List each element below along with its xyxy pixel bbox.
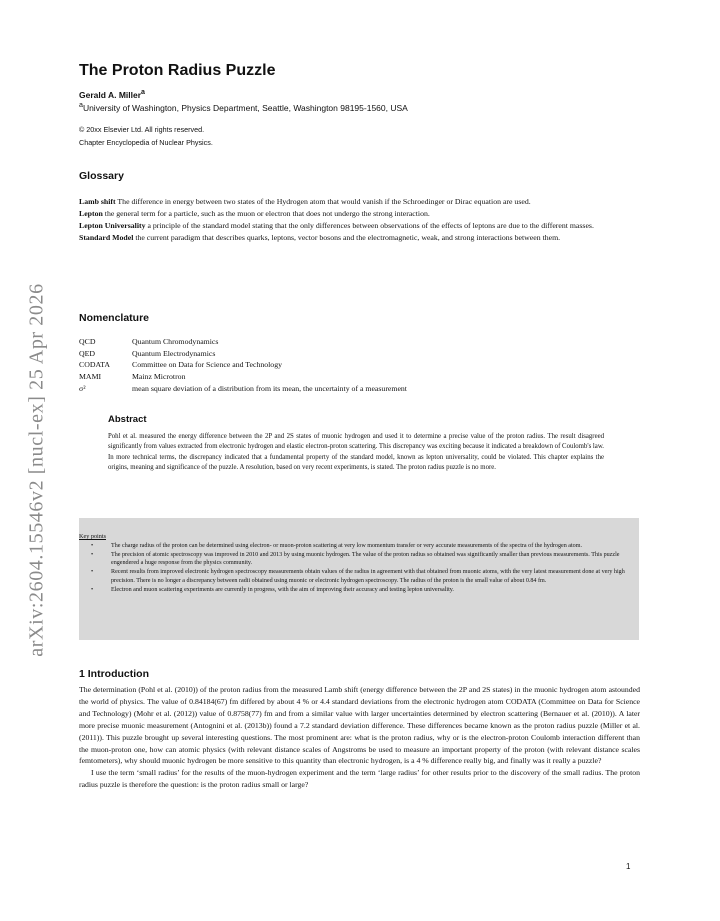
introduction-paragraph: The determination (Pohl et al. (2010)) of the proton radius from the measured Lamb shift (energy difference between the 2P and 2S states) in the muonic hydrogen atom astounded the world of physics. The value of 0.84184(67) fm differed by about 4 % or 4.4 standard deviations from the electronic hydrogen atom CODATA (Committee on Data for Science and Technology) (Mohr et al. (2012)) value of 0.8758(77) fm and from a similar value with larger uncertainties determined by electron scattering (Bernauer et al. (2010)). A later more precise muonic measurement (Antognini et al. (2013b)) found a 7.2 standard deviation difference. These differences became known as the proton radius puzzle (Miller et al. (2011)). This puzzle brought up several interesting questions. The most prominent are: what is the proton radius, why or is the electron-proton Coulomb interaction different than the muon-proton one, how can atomic physics (with relevant distance scales of Angstroms be used to measure an important property of the proton (with relevant distance scales femtometers), why should muonic hydrogen be more sensitive to this quantity than electronic hydrogen, is a 4 % difference really big, and finally was it really a puzzle? [79, 685, 640, 766]
paper-title: The Proton Radius Puzzle [79, 62, 276, 79]
copyright-notice: © 20xx Elsevier Ltd. All rights reserved. [79, 125, 205, 134]
nomenclature-definition: Quantum Electrodynamics [132, 348, 216, 358]
affiliation-superscript: a [79, 101, 83, 109]
key-point-item: • The charge radius of the proton can be determined using electron- or muon-proton scattering at very low momentum transfer or very accurate measurements of the spectra of the hydrogen atom. [111, 542, 637, 550]
nomenclature-definition: Quantum Chromodynamics [132, 337, 219, 346]
nomenclature-abbreviation: σ² [79, 383, 86, 393]
glossary-list [79, 196, 639, 244]
glossary-definition: the general term for a particle, such as the muon or electron that does not undergo the strong interaction. [104, 209, 430, 218]
nomenclature-definition: mean square deviation of a distribution from its mean, the uncertainty of a measurement [132, 383, 407, 393]
introduction-paragraph: I use the term ‘small radius’ for the results of the muon-hydrogen experiment and the term ‘large radius’ for other results prior to the discovery of the small radius. The proton radius puzzle is therefore the question: is the proton radius small or large? [79, 768, 640, 790]
nomenclature-abbreviation: QCD [79, 337, 96, 346]
glossary-term: Lamb shift [79, 197, 116, 206]
key-point-item: • Electron and muon scattering experiments are currently in progress, with the aim of improving their accuracy and testing lepton universality. [111, 586, 637, 594]
glossary-heading: Glossary [79, 170, 124, 182]
nomenclature-row [79, 336, 407, 348]
key-points-box [79, 518, 639, 640]
nomenclature-definition: Mainz Microtron [132, 372, 186, 382]
abstract-heading: Abstract [108, 414, 147, 425]
glossary-term: Standard Model [79, 233, 134, 242]
nomenclature-row [79, 371, 407, 383]
author-name: Gerald A. Miller [79, 89, 142, 100]
introduction-body [79, 684, 640, 791]
glossary-definition: The difference in energy between two states of the Hydrogen atom that would vanish if the Schroedinger or Dirac equation are used. [117, 197, 531, 206]
chapter-note: Chapter Encyclopedia of Nuclear Physics. [79, 138, 213, 147]
copyright-block [79, 123, 213, 149]
affiliation-line [79, 101, 408, 113]
key-point-item: • The precision of atomic spectroscopy was improved in 2010 and 2013 by using muonic hydrogen. The value of the proton radius so obtained was significantly smaller than previous measurements. This puzzle engendered a huge response from the physics community. [111, 551, 637, 568]
glossary-definition: the current paradigm that describes quarks, leptons, vector bosons and the electromagnetic, weak, and strong interactions between them. [135, 233, 561, 242]
nomenclature-definition: Committee on Data for Science and Technology [132, 360, 283, 370]
author-line [79, 88, 145, 100]
author-superscript: a [141, 88, 145, 96]
glossary-term: Lepton [79, 209, 103, 218]
glossary-item [79, 220, 639, 231]
glossary-item [79, 232, 639, 243]
key-points-list [111, 542, 637, 595]
nomenclature-table [79, 336, 407, 395]
affiliation: University of Washington, Physics Department, Seattle, Washington 98195-1560, USA [82, 102, 408, 113]
nomenclature-row [79, 359, 407, 371]
glossary-item [79, 196, 639, 207]
introduction-heading: 1 Introduction [79, 668, 149, 680]
page-number: 1 [626, 862, 631, 871]
nomenclature-row [79, 383, 407, 395]
nomenclature-abbreviation: CODATA [79, 360, 110, 370]
glossary-definition: a principle of the standard model stating that the only differences between observations of the effects of leptons are due to the different masses. [147, 221, 594, 230]
abstract-text: Pohl et al. measured the energy difference between the 2P and 2S states of muonic hydrogen and used it to determine a precise value of the proton radius. The result disagreed significantly from values extracted from electronic hydrogen and elastic electron-proton scattering. This discrepancy was exciting because it indicated a breakdown of Coulomb's law. In more technical terms, the discrepancy indicated that a fundamental property of the standard model, known as lepton universality, could be violated. This chapter explains the origins, meaning and significance of the puzzle. A resolution, based on very recent experiments, is stated. The proton radius puzzle is no more. [108, 433, 604, 472]
nomenclature-abbreviation: MAMI [79, 372, 102, 382]
glossary-term: Lepton Universality [79, 221, 146, 230]
arxiv-identifier: arXiv:2604.15546v2 [nucl-ex] 25 Apr 2026 [25, 283, 48, 657]
nomenclature-heading: Nomenclature [79, 312, 150, 324]
glossary-item [79, 208, 639, 219]
key-points-heading: Key points [79, 533, 106, 540]
nomenclature-row [79, 348, 407, 360]
key-point-item: • Recent results from improved electronic hydrogen spectroscopy measurements obtain values of the radius in agreement with that obtained from muonic atoms, with the very latest measurement done at very high precision. There is no longer a discrepancy between radii obtained using muonic or electronic hydrogen spectroscopy. The radius of the proton is the small value of about 0.84 fm. [111, 568, 637, 585]
nomenclature-abbreviation: QED [79, 348, 96, 358]
